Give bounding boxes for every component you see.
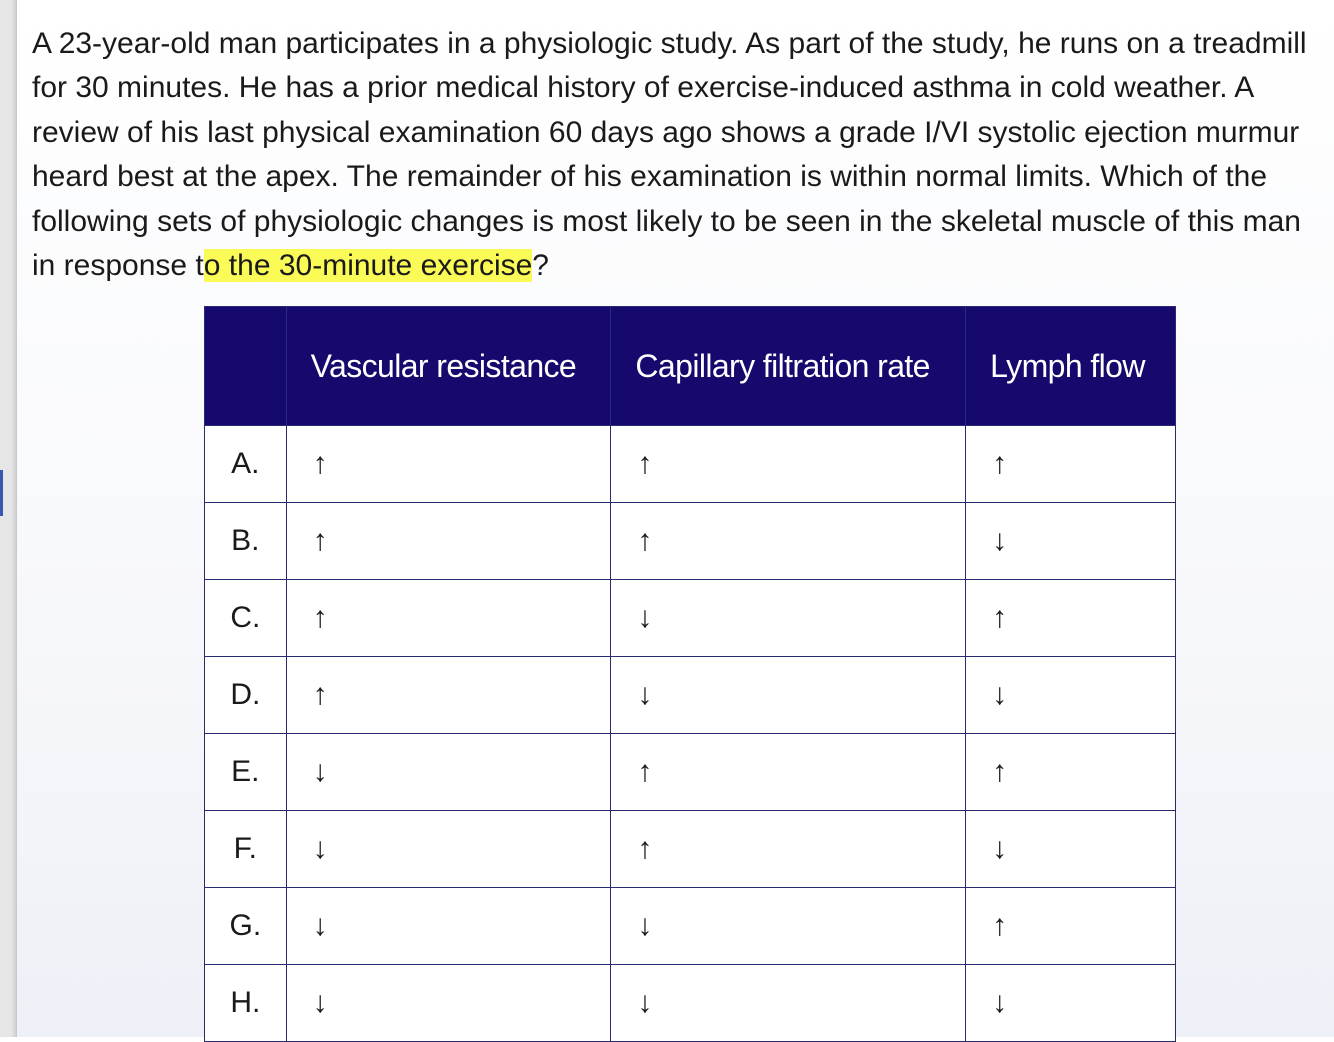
left-sidebar-strip xyxy=(0,0,17,1037)
capillary-filtration-cell: ↓ xyxy=(611,965,966,1042)
lymph-flow-cell: ↑ xyxy=(966,426,1176,503)
answer-row-c[interactable] xyxy=(205,580,1176,657)
left-marker xyxy=(0,470,3,516)
capillary-filtration-cell: ↓ xyxy=(611,888,966,965)
answer-row-e[interactable] xyxy=(205,734,1176,811)
vascular-resistance-cell: ↑ xyxy=(286,426,611,503)
answer-row-d[interactable] xyxy=(205,657,1176,734)
header-vascular-resistance: Vascular resistance xyxy=(286,307,611,426)
lymph-flow-cell: ↓ xyxy=(966,503,1176,580)
option-letter: F. xyxy=(205,811,287,888)
vascular-resistance-cell: ↓ xyxy=(286,965,611,1042)
option-letter: G. xyxy=(205,888,287,965)
answer-options-table xyxy=(204,306,1176,1042)
option-letter: B. xyxy=(205,503,287,580)
lymph-flow-cell: ↑ xyxy=(966,734,1176,811)
question-end: ? xyxy=(532,249,549,283)
answer-row-b[interactable] xyxy=(205,503,1176,580)
option-letter: H. xyxy=(205,965,287,1042)
answer-row-h[interactable] xyxy=(205,965,1176,1042)
option-letter: A. xyxy=(205,426,287,503)
answer-row-g[interactable] xyxy=(205,888,1176,965)
vascular-resistance-cell: ↓ xyxy=(286,811,611,888)
vascular-resistance-cell: ↑ xyxy=(286,503,611,580)
option-letter: C. xyxy=(205,580,287,657)
capillary-filtration-cell: ↑ xyxy=(611,426,966,503)
capillary-filtration-cell: ↑ xyxy=(611,503,966,580)
lymph-flow-cell: ↓ xyxy=(966,811,1176,888)
vascular-resistance-cell: ↑ xyxy=(286,657,611,734)
option-letter: D. xyxy=(205,657,287,734)
highlighted-text: o the 30-minute exercise xyxy=(203,249,533,283)
answer-row-a[interactable] xyxy=(205,426,1176,503)
option-letter: E. xyxy=(205,734,287,811)
capillary-filtration-cell: ↓ xyxy=(611,657,966,734)
question-stem xyxy=(32,22,1322,288)
vascular-resistance-cell: ↓ xyxy=(286,734,611,811)
header-blank xyxy=(205,307,287,426)
header-capillary-filtration-rate: Capillary filtration rate xyxy=(611,307,966,426)
question-text: A 23-year-old man participates in a physiologic study. As part of the study, he runs on a treadmill for 30 minutes. He has a prior medical history of exercise-induced asthma in cold weather. A review of his last physical examination 60 days ago shows a grade I/VI systolic ejection murmur heard best at the apex. The remainder of his examination is within normal limits. Which of the following sets of physiologic changes is most likely to be seen in the skeletal muscle of this man in response t xyxy=(32,27,1307,283)
capillary-filtration-cell: ↑ xyxy=(611,811,966,888)
lymph-flow-cell: ↓ xyxy=(966,657,1176,734)
lymph-flow-cell: ↑ xyxy=(966,888,1176,965)
answer-row-f[interactable] xyxy=(205,811,1176,888)
vascular-resistance-cell: ↓ xyxy=(286,888,611,965)
lymph-flow-cell: ↑ xyxy=(966,580,1176,657)
capillary-filtration-cell: ↓ xyxy=(611,580,966,657)
header-lymph-flow: Lymph flow xyxy=(966,307,1176,426)
capillary-filtration-cell: ↑ xyxy=(611,734,966,811)
lymph-flow-cell: ↓ xyxy=(966,965,1176,1042)
vascular-resistance-cell: ↑ xyxy=(286,580,611,657)
table-header-row xyxy=(205,307,1176,426)
